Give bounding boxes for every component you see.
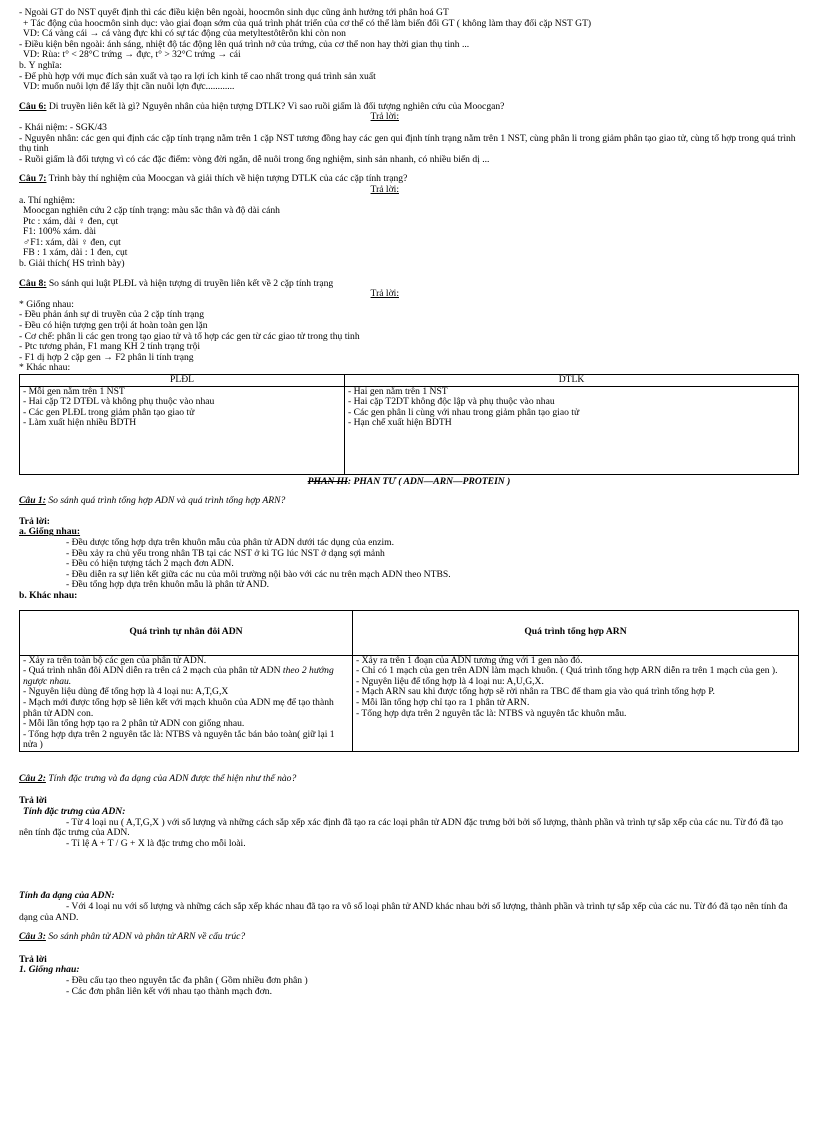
question-7 [19, 174, 799, 185]
text-line: VD: muốn nuôi lợn để lấy thịt cần nuôi lợn đực............ [23, 82, 235, 93]
table-cell-right [353, 655, 799, 751]
text-line: - Ptc tương phản, F1 mang KH 2 tính trạng trội [19, 342, 201, 353]
cell-line: - Nguyên liệu để tổng hợp là 4 loại nu: A,U,G,X. [356, 675, 544, 687]
question-text: Trình bày thí nghiệm của Moocgan và giải thích về hiện tượng DTLK của các cặp tính trạng? [46, 174, 408, 185]
cell-line: - Hai gen nằm trên 1 NST [348, 385, 448, 397]
subheading: Tính đặc trưng của ADN: [23, 807, 126, 818]
text-line: - Đều cấu tạo theo nguyên tắc đa phân ( Gồm nhiều đơn phân ) [66, 976, 308, 986]
cell-line: - Chỉ có 1 mạch của gen trên ADN làm mạch khuôn. ( Quá trình tổng hợp ARN diễn ra trên 1 mạch của gen ). [356, 665, 778, 677]
cell-line: - Mỗi lần tổng hợp chỉ tạo ra 1 phân tử ARN. [356, 696, 530, 708]
cell-line: - Tổng hợp dựa trên 2 nguyên tắc là: NTBS và nguyên tắc bán bảo toàn( giữ lại 1 nửa ) [23, 728, 335, 751]
cell-line: - Mạch mới được tổng hợp sẽ liên kết với mạch khuôn của ADN mẹ để tạo thành phân tử ADN con. [23, 696, 334, 719]
question-text: Tính đặc trưng và đa dạng của ADN được thể hiện như thế nào? [45, 773, 297, 784]
text-line: - Cơ chế: phân li các gen trong tạo giao tử và tổ hợp các gen từ các giao tử trong thụ tinh [19, 331, 360, 342]
text-line: - Nguyên nhân: các gen qui định các cặp tính trạng nằm trên 1 cặp NST tương đồng hay các gen qui định tính trạng nằm trên 1 NST, cùng phân li trong giảm phân tạo giao tử, cùng tổ hợp trong quá trình thụ tinh [19, 132, 796, 155]
subheading: Tính đa dạng của ADN: [19, 891, 115, 902]
cell-line: - Hai cặp T2 DTĐL và không phụ thuộc vào nhau [23, 396, 215, 408]
text-line: - Đều phản ánh sự di truyền của 2 cặp tính trạng [19, 310, 205, 321]
answer-label: Trả lời [19, 954, 47, 965]
text-line: - Ruồi giấm là đối tượng vì có các đặc điểm: vòng đời ngắn, dễ nuôi trong ống nghiệm, sinh sản nhanh, có nhiều biến dị ... [19, 154, 490, 165]
comparison-table-adn-arn [19, 610, 799, 752]
text-line: VD: Cá vàng cái → cá vàng đực khi có sự tác động của metyltestôtêrôn khi còn non [23, 29, 346, 40]
cell-line: - Nguyên liệu dùng để tổng hợp là 4 loại nu: A,T,G,X [23, 686, 229, 698]
text-line: - Từ 4 loại nu ( A,T,G,X ) với số lượng và những cách sắp xếp xác định đã tạo ra các loại phân tử ADN đặc trưng bởi bởi số lượng, thành phần và trình tự sắp xếp của các nu. Từ đó đã tạo nên tính đặc trưng của ADN. [19, 816, 784, 839]
table-header: Quá trình tự nhân đôi ADN [20, 610, 353, 655]
text-line: FB : 1 xám, dài : 1 đen, cụt [23, 248, 128, 259]
question-label: Câu 2: [19, 773, 46, 784]
text-line: - Đều có hiện tượng gen trội át hoàn toàn gen lặn [19, 321, 208, 332]
answer-label: Trả lời: [19, 516, 50, 527]
table-cell-right [345, 386, 799, 474]
table-header: PLĐL [20, 375, 345, 387]
question-6 [19, 102, 799, 113]
text-line: - Đều dược tổng hợp dựa trên khuôn mẫu của phân tử ADN dưới tác dụng của enzim. [66, 537, 395, 548]
document-page [19, 8, 799, 997]
text-line: - Đều diễn ra sự liên kết giữa các nu của môi trường nội bào với các nu trên mạch ADN theo NTBS. [66, 569, 451, 580]
text-line: - Đều xảy ra chủ yếu trong nhân TB tại các NST ở kì TG lúc NST ở dạng sợi mảnh [66, 548, 385, 559]
question-text: So sánh phân tử ADN và phân tử ARN về cấu trúc? [45, 932, 246, 943]
subheading: 1. Giống nhau: [19, 965, 80, 976]
question-label: Câu 6: [19, 101, 47, 112]
text-line: - Với 4 loại nu với số lượng và những cách sắp xếp khác nhau đã tạo ra vô số loại phân tử AND khác nhau bởi số lượng, thành phần và trình tự sắp xếp của các nu. Từ đó đã tạo nên tính đa dạng của AND. [19, 901, 788, 923]
question-text: Di truyền liên kết là gì? Nguyên nhân của hiện tượng DTLK? Vì sao ruồi giấm là đối tượng nghiên cứu của Moocgan? [46, 101, 505, 112]
text-line: - Khái niệm: - SGK/43 [19, 122, 107, 133]
cell-line: - Mạch ARN sau khi được tổng hợp sẽ rời nhân ra TBC để tham gia vào quá trình tổng hợp P. [356, 686, 715, 698]
cell-line: - Hai cặp T2DT không độc lập và phụ thuộc vào nhau [348, 396, 555, 408]
answer-label: Trả lời: [370, 289, 399, 300]
text-line: + Tác động của hoocmôn sinh dục: vào giai đoạn sớm của quá trình phát triển của cơ thể có thể làm biến đổi GT ( không làm thay đổi cặp NST GT) [23, 18, 592, 29]
text-line: ♂F1: xám, dài ♀ đen, cụt [23, 237, 121, 248]
cell-line: - Mỗi lần tổng hợp tạo ra 2 phân tử ADN con giống nhau. [23, 718, 245, 730]
question-text: So sánh quá trình tổng hợp ADN và quá trình tổng hợp ARN? [45, 496, 286, 507]
text-line: - Tỉ lệ A + T / G + X là đặc trưng cho mỗi loài. [66, 838, 246, 849]
answer-label: Trả lời [19, 796, 47, 807]
text-line: Moocgan nghiên cứu 2 cặp tính trạng: màu sắc thân và độ dài cánh [23, 206, 280, 217]
table-header: DTLK [345, 375, 799, 387]
cell-text: - Quá trình nhân đôi ADN diễn ra trên cả 2 mạch của phân tử ADN [23, 665, 281, 677]
table-header: Quá trình tổng hợp ARN [353, 610, 799, 655]
table-cell-left [20, 386, 345, 474]
text-line: VD: Rùa: t° < 28°C trứng → đực, t° > 32°C trứng → cái [23, 50, 241, 61]
cell-line: - Các gen phân li cùng với nhau trong giảm phân tạo giao tử [348, 406, 580, 418]
p3-question-1 [19, 496, 799, 507]
text-line: * Giống nhau: [19, 299, 74, 310]
p3-question-2 [19, 774, 799, 785]
cell-line: - Tổng hợp dựa trên 2 nguyên tắc là: NTBS và nguyên tắc khuôn mẫu. [356, 707, 627, 719]
question-label: Câu 3: [19, 932, 46, 943]
text-line: a. Thí nghiệm: [19, 195, 76, 206]
text-line: * Khác nhau: [19, 363, 71, 374]
answer-label: Trả lời: [370, 112, 399, 123]
cell-text: theo 2 hướng ngược nhau. [23, 665, 334, 687]
cell-line: - Mỗi gen nằm trên 1 NST [23, 385, 125, 397]
text-line: - Điều kiện bên ngoài: ánh sáng, nhiệt độ tác động lên quá trình nở của trứng, của cơ thể non hay thời gian thụ tinh ... [19, 39, 470, 50]
question-text: So sánh qui luật PLĐL và hiện tượng di truyền liên kết về 2 cặp tính trạng [46, 278, 334, 289]
cell-line: - Các gen PLĐL trong giảm phân tạo giao tử [23, 406, 195, 418]
question-label: Câu 7: [19, 174, 47, 185]
question-label: Câu 8: [19, 278, 47, 289]
answer-label: Trả lời: [370, 184, 399, 195]
section-number: PHẦN III [307, 476, 348, 487]
cell-line: - Làm xuất hiện nhiều BDTH [23, 417, 137, 429]
text-line: b. Giải thích( HS trình bày) [19, 259, 125, 270]
table-cell-left [20, 655, 353, 751]
text-line: Ptc : xám, dài ♀ đen, cụt [23, 216, 119, 227]
text-line: - F1 dị hợp 2 cặp gen → F2 phân li tính trạng [19, 352, 194, 363]
text-line: - Đều có hiện tượng tách 2 mạch đơn ADN. [66, 559, 234, 570]
subheading: b. Khác nhau: [19, 590, 78, 601]
text-line: b. Ý nghĩa: [19, 60, 62, 71]
cell-line: - Xảy ra trên 1 đoạn của ADN tương ứng với 1 gen nào đó. [356, 654, 583, 666]
intro-block [19, 8, 799, 93]
cell-line: - Hạn chế xuất hiện BDTH [348, 417, 452, 429]
text-line: F1: 100% xám. dài [23, 227, 97, 238]
question-8 [19, 279, 799, 290]
comparison-table-pldl-dtlk [19, 374, 799, 475]
text-line: - Ngoài GT do NST quyết định thì các điều kiện bên ngoài, hoocmôn sinh dục cũng ảnh hưởng tới phân hoá GT [19, 8, 449, 18]
p3-question-3 [19, 932, 799, 943]
cell-line: - Xảy ra trên toàn bộ các gen của phân tử ADN. [23, 654, 207, 666]
question-label: Câu 1: [19, 496, 46, 507]
subheading: a. Giống nhau: [19, 527, 81, 538]
cell-line [23, 666, 349, 687]
text-line: - Các đơn phân liên kết với nhau tạo thành mạch đơn. [66, 986, 272, 997]
section-title: : PHÂN TỬ ( ADN—ARN—PRÔTÊIN ) [347, 476, 511, 487]
text-line: - Đều tổng hợp dựa trên khuôn mẫu là phân tử AND. [66, 580, 270, 591]
section-heading [19, 477, 799, 488]
text-line: - Để phù hợp với mục đích sản xuất và tạo ra lợi ích kinh tế cao nhất trong quá trình sản xuất [19, 71, 376, 82]
